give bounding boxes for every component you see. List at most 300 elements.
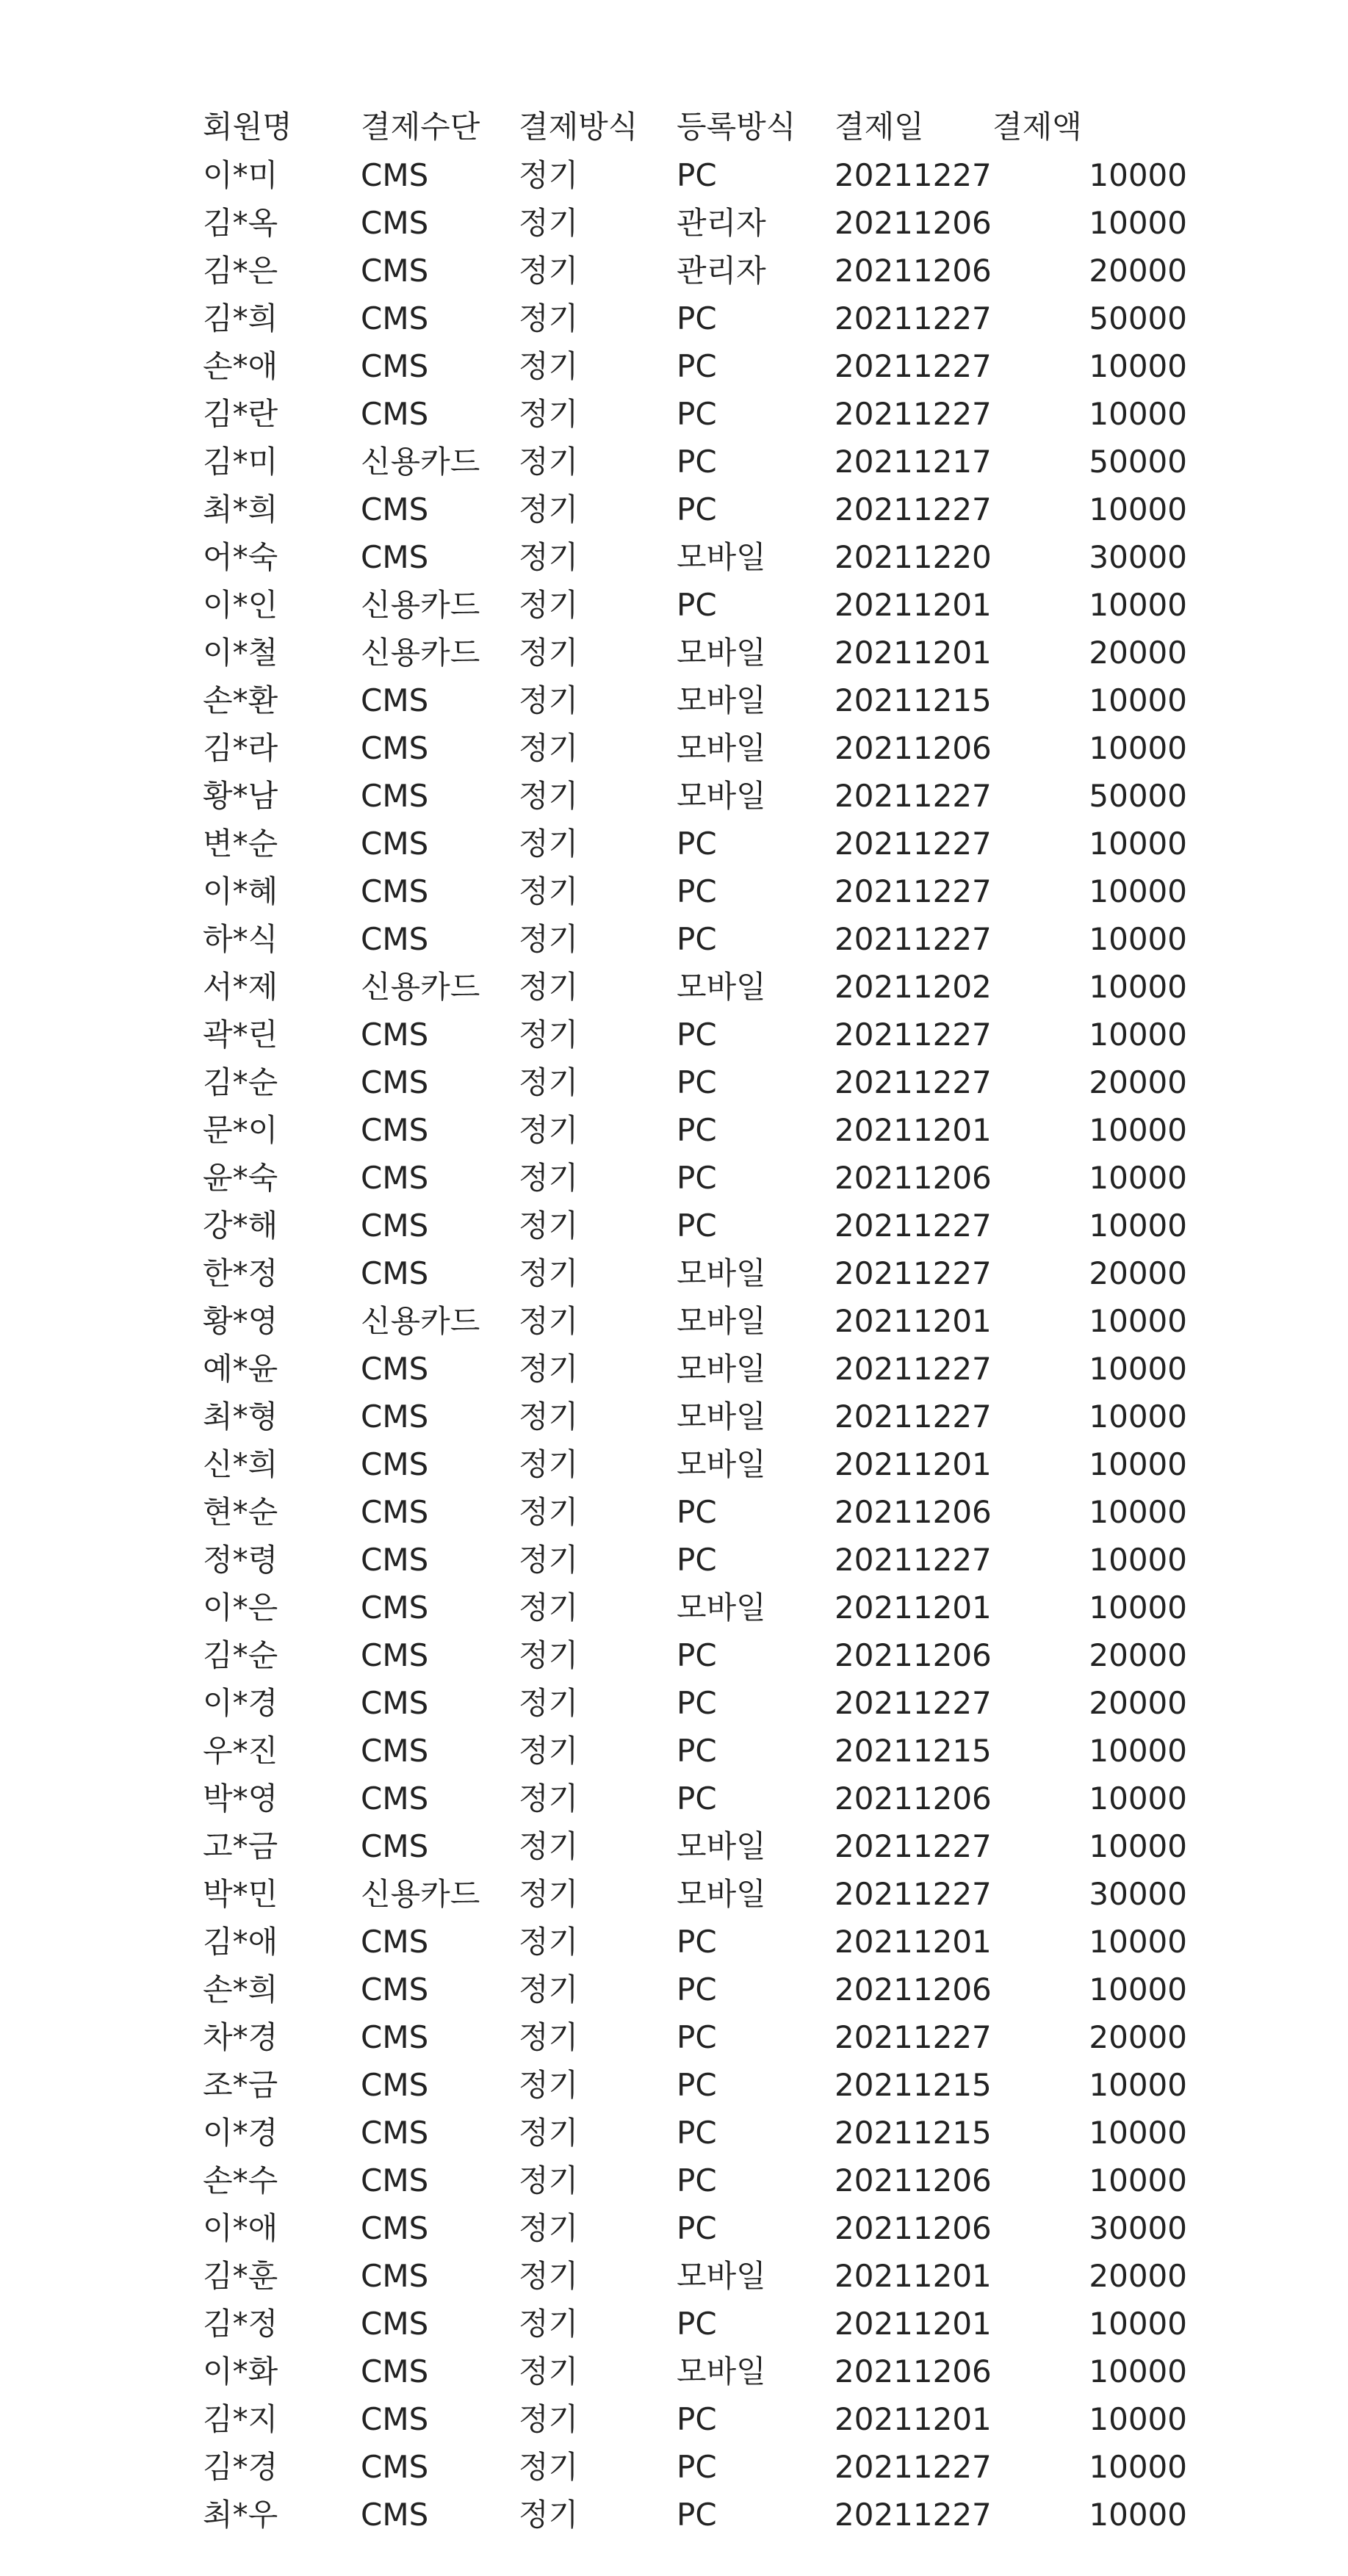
cell-payment-date: 20211202 (835, 968, 992, 1005)
cell-payment-means: CMS (361, 1016, 429, 1053)
cell-registration-method: PC (677, 1111, 717, 1148)
table-row (203, 438, 1187, 486)
cell-registration-method: PC (677, 2400, 717, 2437)
table-row (203, 1679, 1187, 1727)
cell-payment-means: CMS (361, 1398, 429, 1435)
cell-registration-method: PC (677, 2114, 717, 2151)
cell-registration-method: PC (677, 2209, 717, 2246)
payment-table (203, 103, 1187, 2539)
cell-payment-date: 20211215 (835, 682, 992, 718)
table-row (203, 1631, 1187, 1679)
cell-payment-amount: 20000 (1089, 2018, 1187, 2055)
cell-payment-type: 정기 (519, 2257, 579, 2294)
cell-payment-amount: 10000 (1089, 1350, 1187, 1387)
cell-member-name: 김*미 (203, 443, 278, 480)
cell-payment-date: 20211201 (835, 1589, 992, 1626)
table-row (203, 677, 1187, 724)
cell-payment-means: CMS (361, 1255, 429, 1291)
table-row (203, 1345, 1187, 1393)
cell-payment-type: 정기 (519, 156, 579, 193)
table-row (203, 1011, 1187, 1058)
cell-member-name: 변*순 (203, 825, 278, 862)
cell-payment-means: CMS (361, 2114, 429, 2151)
cell-payment-means: CMS (361, 2257, 429, 2294)
cell-payment-type: 정기 (519, 395, 579, 432)
cell-payment-means: CMS (361, 1159, 429, 1196)
cell-payment-amount: 20000 (1089, 252, 1187, 289)
cell-registration-method: PC (677, 1637, 717, 1673)
cell-registration-method: PC (677, 156, 717, 193)
cell-payment-date: 20211227 (835, 873, 992, 909)
cell-payment-amount: 10000 (1089, 1971, 1187, 2007)
cell-payment-means: CMS (361, 1064, 429, 1100)
cell-member-name: 어*숙 (203, 538, 278, 575)
cell-member-name: 이*경 (203, 2114, 278, 2151)
cell-payment-amount: 30000 (1089, 2209, 1187, 2246)
cell-payment-type: 정기 (519, 1589, 579, 1626)
cell-payment-means: CMS (361, 1923, 429, 1960)
cell-payment-type: 정기 (519, 2496, 579, 2533)
cell-member-name: 하*식 (203, 920, 278, 957)
cell-member-name: 현*순 (203, 1493, 278, 1530)
table-row (203, 1249, 1187, 1297)
cell-member-name: 손*환 (203, 682, 278, 718)
table-row (203, 1775, 1187, 1822)
cell-registration-method: 모바일 (677, 2353, 766, 2389)
table-row (203, 533, 1187, 581)
table-row (203, 867, 1187, 915)
cell-payment-means: CMS (361, 395, 429, 432)
cell-payment-amount: 10000 (1089, 395, 1187, 432)
cell-registration-method: PC (677, 2066, 717, 2103)
cell-registration-method: 모바일 (677, 777, 766, 814)
cell-payment-type: 정기 (519, 2114, 579, 2151)
cell-payment-date: 20211206 (835, 2209, 992, 2246)
cell-member-name: 조*금 (203, 2066, 278, 2103)
cell-payment-date: 20211206 (835, 1780, 992, 1816)
cell-member-name: 이*인 (203, 586, 278, 623)
table-row (203, 2395, 1187, 2443)
cell-payment-means: CMS (361, 491, 429, 527)
cell-payment-type: 정기 (519, 1159, 579, 1196)
cell-payment-amount: 10000 (1089, 968, 1187, 1005)
cell-payment-type: 정기 (519, 777, 579, 814)
cell-payment-type: 정기 (519, 443, 579, 480)
table-row (203, 1727, 1187, 1775)
cell-payment-means: CMS (361, 1111, 429, 1148)
cell-payment-date: 20211227 (835, 777, 992, 814)
cell-payment-amount: 20000 (1089, 1255, 1187, 1291)
cell-payment-type: 정기 (519, 1398, 579, 1435)
cell-registration-method: 모바일 (677, 1828, 766, 1864)
cell-payment-date: 20211215 (835, 1732, 992, 1769)
cell-registration-method: 모바일 (677, 2257, 766, 2294)
cell-payment-means: CMS (361, 825, 429, 862)
cell-payment-amount: 30000 (1089, 1875, 1187, 1912)
cell-registration-method: 모바일 (677, 1255, 766, 1291)
table-row (203, 2491, 1187, 2539)
cell-payment-means: CMS (361, 2066, 429, 2103)
cell-member-name: 최*형 (203, 1398, 278, 1435)
cell-registration-method: PC (677, 347, 717, 384)
cell-member-name: 한*정 (203, 1255, 278, 1291)
cell-member-name: 이*철 (203, 634, 278, 671)
cell-payment-date: 20211227 (835, 2496, 992, 2533)
table-row (203, 2204, 1187, 2252)
cell-payment-type: 정기 (519, 1637, 579, 1673)
cell-payment-date: 20211206 (835, 2162, 992, 2198)
cell-payment-type: 정기 (519, 873, 579, 909)
cell-member-name: 손*수 (203, 2162, 278, 2198)
cell-payment-amount: 10000 (1089, 1923, 1187, 1960)
cell-payment-date: 20211227 (835, 156, 992, 193)
cell-registration-method: PC (677, 2448, 717, 2485)
cell-registration-method: PC (677, 443, 717, 480)
cell-member-name: 강*해 (203, 1207, 278, 1244)
cell-payment-date: 20211227 (835, 2448, 992, 2485)
table-body (203, 151, 1187, 2539)
cell-payment-means: CMS (361, 2353, 429, 2389)
cell-member-name: 김*훈 (203, 2257, 278, 2294)
cell-payment-means: CMS (361, 2018, 429, 2055)
table-row (203, 2443, 1187, 2491)
table-row (203, 1870, 1187, 1918)
cell-payment-means: CMS (361, 2209, 429, 2246)
cell-payment-type: 정기 (519, 1493, 579, 1530)
cell-payment-amount: 10000 (1089, 586, 1187, 623)
cell-payment-amount: 10000 (1089, 347, 1187, 384)
cell-member-name: 김*지 (203, 2400, 278, 2437)
cell-payment-type: 정기 (519, 634, 579, 671)
cell-member-name: 서*제 (203, 968, 278, 1005)
table-row (203, 2300, 1187, 2348)
cell-registration-method: PC (677, 1780, 717, 1816)
cell-member-name: 신*희 (203, 1446, 278, 1482)
cell-registration-method: PC (677, 825, 717, 862)
table-row (203, 1297, 1187, 1345)
cell-payment-amount: 10000 (1089, 2448, 1187, 2485)
cell-payment-amount: 10000 (1089, 729, 1187, 766)
cell-registration-method: PC (677, 300, 717, 336)
cell-payment-type: 정기 (519, 2400, 579, 2437)
cell-payment-means: 신용카드 (361, 968, 480, 1005)
cell-payment-means: CMS (361, 1828, 429, 1864)
cell-payment-amount: 20000 (1089, 634, 1187, 671)
cell-payment-date: 20211206 (835, 252, 992, 289)
cell-payment-amount: 10000 (1089, 2400, 1187, 2437)
table-row (203, 629, 1187, 677)
cell-registration-method: 관리자 (677, 204, 766, 241)
cell-payment-type: 정기 (519, 1971, 579, 2007)
cell-payment-type: 정기 (519, 204, 579, 241)
cell-payment-type: 정기 (519, 1828, 579, 1864)
cell-registration-method: PC (677, 1159, 717, 1196)
table-row (203, 486, 1187, 533)
cell-registration-method: 모바일 (677, 968, 766, 1005)
cell-payment-means: CMS (361, 1493, 429, 1530)
cell-payment-means: CMS (361, 1780, 429, 1816)
table-row (203, 1584, 1187, 1631)
cell-payment-date: 20211217 (835, 443, 992, 480)
table-row (203, 1393, 1187, 1440)
cell-payment-date: 20211201 (835, 634, 992, 671)
table-row (203, 342, 1187, 390)
cell-payment-type: 정기 (519, 2448, 579, 2485)
table-row (203, 2348, 1187, 2395)
cell-payment-date: 20211201 (835, 2305, 992, 2342)
cell-payment-date: 20211227 (835, 300, 992, 336)
cell-registration-method: PC (677, 2018, 717, 2055)
cell-registration-method: PC (677, 1923, 717, 1960)
table-row (203, 1202, 1187, 1249)
cell-payment-type: 정기 (519, 300, 579, 336)
cell-payment-means: CMS (361, 873, 429, 909)
cell-payment-amount: 10000 (1089, 2496, 1187, 2533)
cell-payment-amount: 20000 (1089, 1064, 1187, 1100)
cell-payment-date: 20211201 (835, 1302, 992, 1339)
cell-payment-means: CMS (361, 1446, 429, 1482)
cell-member-name: 이*경 (203, 1684, 278, 1721)
cell-member-name: 김*순 (203, 1637, 278, 1673)
cell-registration-method: PC (677, 1971, 717, 2007)
cell-payment-means: 신용카드 (361, 1875, 480, 1912)
cell-payment-amount: 10000 (1089, 1398, 1187, 1435)
table-row (203, 1536, 1187, 1584)
cell-payment-type: 정기 (519, 586, 579, 623)
table-row (203, 199, 1187, 247)
cell-payment-means: CMS (361, 1684, 429, 1721)
cell-payment-date: 20211227 (835, 347, 992, 384)
cell-registration-method: PC (677, 491, 717, 527)
cell-registration-method: 모바일 (677, 634, 766, 671)
cell-member-name: 박*영 (203, 1780, 278, 1816)
cell-payment-amount: 10000 (1089, 1780, 1187, 1816)
cell-payment-type: 정기 (519, 2353, 579, 2389)
cell-member-name: 황*영 (203, 1302, 278, 1339)
cell-payment-type: 정기 (519, 968, 579, 1005)
cell-payment-means: CMS (361, 1350, 429, 1387)
header-member-name: 회원명 (203, 109, 292, 145)
cell-member-name: 김*희 (203, 300, 278, 336)
cell-payment-type: 정기 (519, 1016, 579, 1053)
cell-payment-means: 신용카드 (361, 634, 480, 671)
cell-payment-amount: 10000 (1089, 1493, 1187, 1530)
cell-payment-date: 20211227 (835, 1541, 992, 1578)
cell-registration-method: PC (677, 1732, 717, 1769)
cell-member-name: 윤*숙 (203, 1159, 278, 1196)
cell-payment-date: 20211227 (835, 1875, 992, 1912)
cell-payment-amount: 10000 (1089, 1159, 1187, 1196)
cell-registration-method: PC (677, 1493, 717, 1530)
cell-member-name: 우*진 (203, 1732, 278, 1769)
cell-payment-amount: 10000 (1089, 1016, 1187, 1053)
cell-payment-date: 20211227 (835, 1398, 992, 1435)
cell-payment-date: 20211201 (835, 586, 992, 623)
cell-payment-amount: 10000 (1089, 1828, 1187, 1864)
cell-payment-type: 정기 (519, 252, 579, 289)
cell-payment-amount: 50000 (1089, 443, 1187, 480)
cell-registration-method: PC (677, 2162, 717, 2198)
table-row (203, 1822, 1187, 1870)
header-payment-amount: 결제액 (992, 109, 1082, 145)
cell-registration-method: 관리자 (677, 252, 766, 289)
cell-registration-method: PC (677, 1207, 717, 1244)
table-row (203, 1106, 1187, 1154)
cell-payment-type: 정기 (519, 1780, 579, 1816)
cell-payment-date: 20211227 (835, 1207, 992, 1244)
cell-member-name: 박*민 (203, 1875, 278, 1912)
cell-payment-type: 정기 (519, 729, 579, 766)
table-row (203, 151, 1187, 199)
table-row (203, 247, 1187, 295)
cell-payment-amount: 10000 (1089, 825, 1187, 862)
cell-payment-amount: 20000 (1089, 2257, 1187, 2294)
cell-member-name: 김*정 (203, 2305, 278, 2342)
cell-registration-method: 모바일 (677, 1350, 766, 1387)
cell-registration-method: PC (677, 586, 717, 623)
cell-payment-amount: 10000 (1089, 1541, 1187, 1578)
cell-payment-means: CMS (361, 156, 429, 193)
table-row (203, 295, 1187, 342)
cell-payment-type: 정기 (519, 1923, 579, 1960)
cell-payment-type: 정기 (519, 1302, 579, 1339)
cell-payment-type: 정기 (519, 2305, 579, 2342)
cell-payment-means: CMS (361, 1207, 429, 1244)
cell-registration-method: 모바일 (677, 729, 766, 766)
cell-payment-means: CMS (361, 2162, 429, 2198)
cell-payment-means: 신용카드 (361, 586, 480, 623)
cell-payment-means: CMS (361, 2448, 429, 2485)
cell-payment-date: 20211227 (835, 395, 992, 432)
cell-payment-type: 정기 (519, 1446, 579, 1482)
cell-payment-amount: 10000 (1089, 1589, 1187, 1626)
cell-payment-date: 20211227 (835, 1350, 992, 1387)
cell-payment-means: CMS (361, 729, 429, 766)
table-row (203, 820, 1187, 867)
header-registration-method: 등록방식 (677, 109, 796, 145)
cell-payment-date: 20211201 (835, 1111, 992, 1148)
cell-member-name: 손*애 (203, 347, 278, 384)
cell-payment-means: CMS (361, 1589, 429, 1626)
cell-member-name: 예*윤 (203, 1350, 278, 1387)
cell-payment-date: 20211201 (835, 1923, 992, 1960)
cell-payment-date: 20211206 (835, 1493, 992, 1530)
cell-member-name: 문*이 (203, 1111, 278, 1148)
table-row (203, 2109, 1187, 2157)
cell-member-name: 김*은 (203, 252, 278, 289)
cell-payment-date: 20211227 (835, 920, 992, 957)
cell-registration-method: PC (677, 1541, 717, 1578)
cell-payment-date: 20211201 (835, 2257, 992, 2294)
cell-member-name: 김*경 (203, 2448, 278, 2485)
cell-registration-method: PC (677, 2305, 717, 2342)
cell-payment-type: 정기 (519, 825, 579, 862)
cell-payment-date: 20211227 (835, 2018, 992, 2055)
table-row (203, 2252, 1187, 2300)
cell-payment-type: 정기 (519, 920, 579, 957)
cell-payment-amount: 10000 (1089, 873, 1187, 909)
table-row (203, 2013, 1187, 2061)
cell-payment-type: 정기 (519, 347, 579, 384)
cell-member-name: 이*미 (203, 156, 278, 193)
cell-registration-method: PC (677, 920, 717, 957)
cell-payment-means: CMS (361, 1971, 429, 2007)
cell-payment-means: 신용카드 (361, 443, 480, 480)
header-payment-type: 결제방식 (519, 109, 638, 145)
cell-payment-amount: 10000 (1089, 1207, 1187, 1244)
cell-member-name: 곽*린 (203, 1016, 278, 1053)
cell-payment-date: 20211206 (835, 1637, 992, 1673)
cell-payment-date: 20211215 (835, 2066, 992, 2103)
cell-payment-means: CMS (361, 777, 429, 814)
cell-payment-means: CMS (361, 252, 429, 289)
cell-member-name: 황*남 (203, 777, 278, 814)
cell-member-name: 김*순 (203, 1064, 278, 1100)
cell-member-name: 김*라 (203, 729, 278, 766)
cell-payment-means: CMS (361, 2305, 429, 2342)
cell-payment-type: 정기 (519, 1111, 579, 1148)
cell-payment-amount: 10000 (1089, 1302, 1187, 1339)
cell-payment-date: 20211227 (835, 1828, 992, 1864)
table-row (203, 724, 1187, 772)
cell-payment-date: 20211227 (835, 1016, 992, 1053)
cell-member-name: 고*금 (203, 1828, 278, 1864)
table-row (203, 1488, 1187, 1536)
cell-payment-amount: 30000 (1089, 538, 1187, 575)
cell-payment-type: 정기 (519, 2162, 579, 2198)
cell-member-name: 정*령 (203, 1541, 278, 1578)
cell-payment-date: 20211206 (835, 2353, 992, 2389)
cell-registration-method: PC (677, 395, 717, 432)
cell-payment-date: 20211206 (835, 1159, 992, 1196)
cell-payment-amount: 50000 (1089, 777, 1187, 814)
cell-member-name: 최*희 (203, 491, 278, 527)
cell-payment-amount: 50000 (1089, 300, 1187, 336)
cell-registration-method: 모바일 (677, 1302, 766, 1339)
cell-payment-means: CMS (361, 682, 429, 718)
cell-payment-type: 정기 (519, 1064, 579, 1100)
cell-registration-method: PC (677, 1064, 717, 1100)
cell-payment-date: 20211206 (835, 729, 992, 766)
cell-payment-type: 정기 (519, 1255, 579, 1291)
cell-member-name: 이*혜 (203, 873, 278, 909)
cell-payment-means: CMS (361, 1541, 429, 1578)
cell-payment-date: 20211201 (835, 1446, 992, 1482)
cell-payment-date: 20211206 (835, 1971, 992, 2007)
cell-payment-type: 정기 (519, 1541, 579, 1578)
cell-payment-amount: 10000 (1089, 1111, 1187, 1148)
cell-payment-amount: 10000 (1089, 2305, 1187, 2342)
cell-registration-method: PC (677, 873, 717, 909)
cell-registration-method: PC (677, 1684, 717, 1721)
table-row (203, 772, 1187, 820)
header-payment-date: 결제일 (835, 109, 924, 145)
cell-registration-method: 모바일 (677, 1446, 766, 1482)
cell-payment-amount: 10000 (1089, 2353, 1187, 2389)
table-row (203, 1918, 1187, 1966)
cell-payment-type: 정기 (519, 1350, 579, 1387)
cell-payment-type: 정기 (519, 1875, 579, 1912)
cell-registration-method: PC (677, 2496, 717, 2533)
cell-payment-type: 정기 (519, 1684, 579, 1721)
table-row (203, 2157, 1187, 2204)
cell-payment-date: 20211220 (835, 538, 992, 575)
cell-payment-means: CMS (361, 920, 429, 957)
cell-member-name: 이*은 (203, 1589, 278, 1626)
cell-member-name: 김*애 (203, 1923, 278, 1960)
cell-payment-date: 20211227 (835, 1255, 992, 1291)
cell-payment-amount: 20000 (1089, 1684, 1187, 1721)
